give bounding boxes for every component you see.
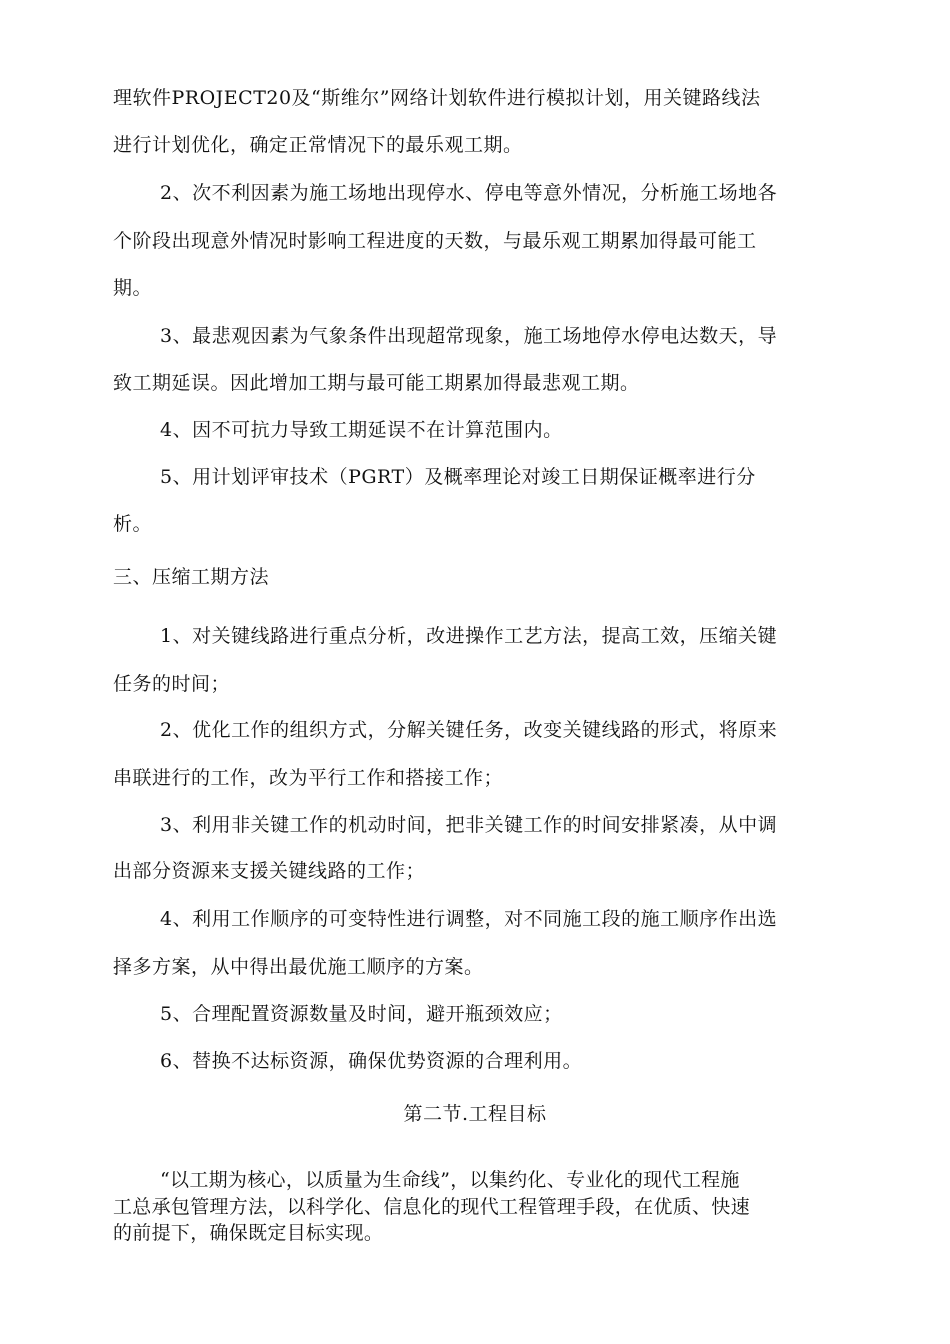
paragraph-5-line: 5、用计划评审技术（PGRT）及概率理论对竣工日期保证概率进行分 xyxy=(160,466,756,488)
text-line: 择多方案，从中得出最优施工顺序的方案。 xyxy=(113,956,484,978)
method-1-line: 1、对关键线路进行重点分析，改进操作工艺方法，提高工效，压缩关键 xyxy=(160,625,778,647)
text-line: 出部分资源来支援关键线路的工作； xyxy=(113,860,426,882)
text-line: 工总承包管理方法，以科学化、信息化的现代工程管理手段，在优质、快速 xyxy=(113,1196,750,1218)
text-line: 析。 xyxy=(113,513,153,535)
section-heading: 三、压缩工期方法 xyxy=(113,566,270,588)
text-line: 串联进行的工作，改为平行工作和搭接工作； xyxy=(113,767,504,789)
paragraph-3-line: 3、最悲观因素为气象条件出现超常现象，施工场地停水停电达数天，导 xyxy=(160,325,778,347)
paragraph-2-line: 2、次不利因素为施工场地出现停水、停电等意外情况，分析施工场地各 xyxy=(160,182,778,204)
method-3-line: 3、利用非关键工作的机动时间，把非关键工作的时间安排紧凑，从中调 xyxy=(160,814,778,836)
text-line: 进行计划优化，确定正常情况下的最乐观工期。 xyxy=(113,134,523,156)
text-line: 致工期延误。因此增加工期与最可能工期累加得最悲观工期。 xyxy=(113,372,640,394)
goal-paragraph-line: “以工期为核心，以质量为生命线”，以集约化、专业化的现代工程施 xyxy=(160,1169,740,1191)
text-line: 的前提下，确保既定目标实现。 xyxy=(113,1222,384,1244)
method-6-line: 6、替换不达标资源，确保优势资源的合理利用。 xyxy=(160,1050,583,1072)
text-line: 理软件PROJECT20及“斯维尔”网络计划软件进行模拟计划，用关键路线法 xyxy=(113,87,761,109)
paragraph-4-line: 4、因不可抗力导致工期延误不在计算范围内。 xyxy=(160,419,563,441)
text-line: 期。 xyxy=(113,277,153,299)
text-line: 个阶段出现意外情况时影响工程进度的天数，与最乐观工期累加得最可能工 xyxy=(113,230,757,252)
section-title: 第二节.工程目标 xyxy=(403,1103,547,1125)
text-line: 任务的时间； xyxy=(113,673,231,695)
method-5-line: 5、合理配置资源数量及时间，避开瓶颈效应； xyxy=(160,1003,563,1025)
method-2-line: 2、优化工作的组织方式，分解关键任务，改变关键线路的形式，将原来 xyxy=(160,719,778,741)
method-4-line: 4、利用工作顺序的可变特性进行调整，对不同施工段的施工顺序作出选 xyxy=(160,908,778,930)
